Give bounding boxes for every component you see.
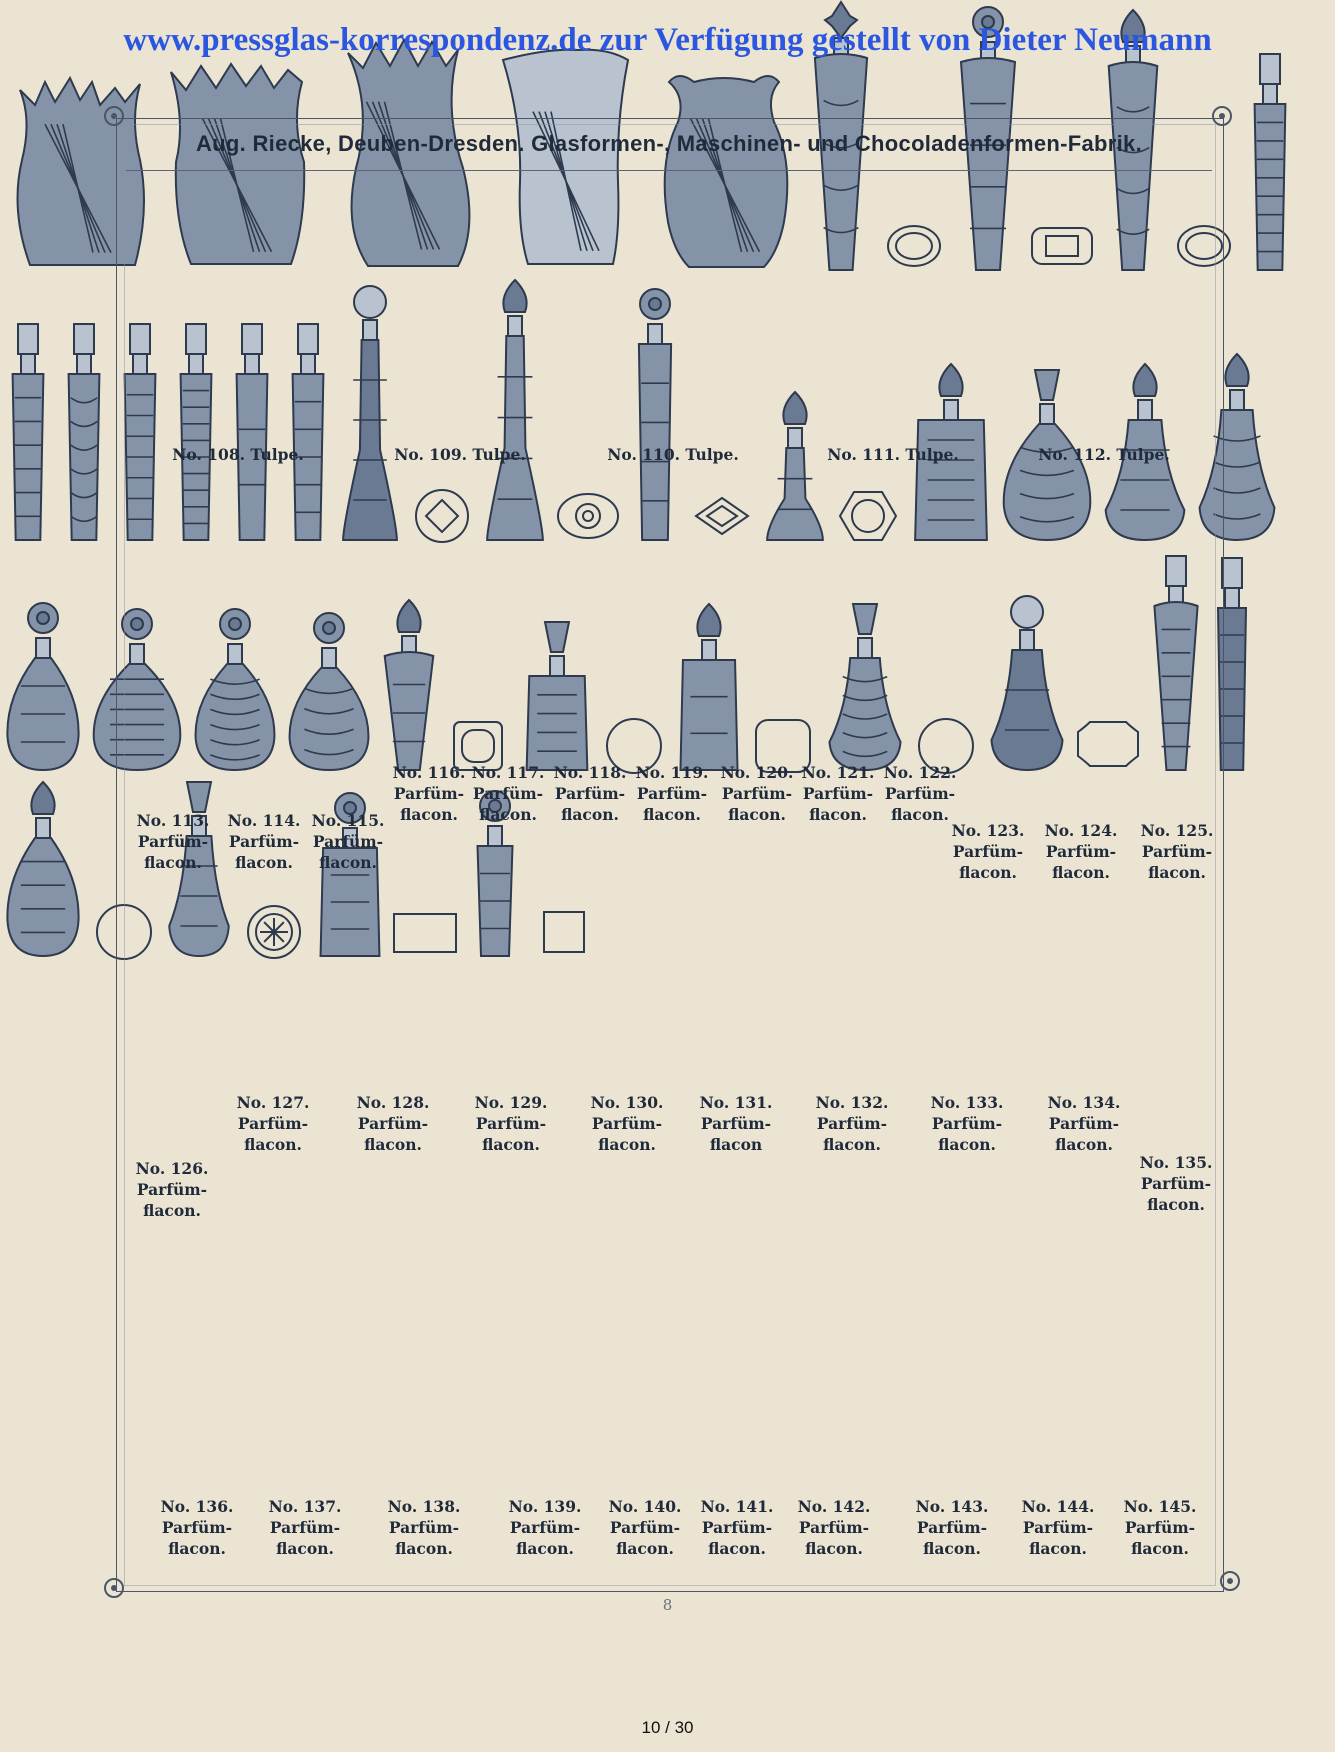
perfume-bottle-icon (1242, 46, 1298, 274)
caption-line: No. 124. (1044, 821, 1118, 840)
vase-caption (1014, 444, 1194, 465)
caption-line: flacon. (728, 805, 786, 824)
caption-line: Parfüm- (701, 1518, 773, 1537)
caption-line: Parfüm- (357, 1114, 429, 1133)
caption-line: flacon. (482, 1135, 540, 1154)
caption-line: No. 144. (1021, 1497, 1095, 1516)
caption-line: Parfüm- (591, 1114, 663, 1133)
caption-line: flacon. (643, 805, 701, 824)
caption-line: Parfüm- (1124, 1518, 1196, 1537)
caption-line: flacon. (823, 1135, 881, 1154)
caption-line: flacon. (1052, 863, 1110, 882)
caption-line: flacon. (1029, 1539, 1087, 1558)
caption-line: Parfüm- (228, 832, 300, 851)
caption-line: No. 115. (311, 811, 385, 830)
caption-line: No. 131. (699, 1093, 773, 1112)
caption-line: Parfüm- (237, 1114, 309, 1133)
caption-line: No. 129. (474, 1093, 548, 1112)
item-name: Tulpe. (250, 445, 304, 464)
caption-line: flacon. (235, 853, 293, 872)
caption-line: No. 142. (797, 1497, 871, 1516)
vase-caption (148, 444, 328, 465)
item-caption (1117, 820, 1237, 883)
vase-caption (370, 444, 550, 465)
perfume-bottle-icon (0, 780, 86, 960)
vase-caption (583, 444, 763, 465)
caption-line: No. 123. (951, 821, 1025, 840)
caption-line: No. 127. (236, 1093, 310, 1112)
caption-line: No. 145. (1123, 1497, 1197, 1516)
corner-ornament-icon (104, 106, 124, 126)
item-number: No. 108. (172, 445, 251, 464)
caption-line: Parfüm- (931, 1114, 1003, 1133)
caption-line: No. 143. (915, 1497, 989, 1516)
item-number: No. 109. (394, 445, 473, 464)
header-divider (126, 170, 1212, 171)
caption-line: Parfüm- (609, 1518, 681, 1537)
item-caption (907, 1092, 1027, 1155)
perfume-bottle-icon (56, 316, 112, 544)
source-banner[interactable]: www.pressglas-korrespondenz.de zur Verfügung gestellt von Dieter Neumann (123, 22, 1212, 58)
caption-line: Parfüm- (388, 1518, 460, 1537)
item-caption (137, 1496, 257, 1559)
caption-line: flacon. (598, 1135, 656, 1154)
item-caption (792, 1092, 912, 1155)
corner-ornament-icon (1212, 106, 1232, 126)
caption-line: flacon. (809, 805, 867, 824)
item-caption (1116, 1152, 1236, 1215)
item-caption (112, 1158, 232, 1221)
caption-line: flacon. (364, 1135, 422, 1154)
caption-line: Parfüm- (952, 842, 1024, 861)
caption-line: Parfüm- (137, 832, 209, 851)
caption-line: flacon. (616, 1539, 674, 1558)
corner-ornament-icon (1220, 1571, 1240, 1591)
caption-line: No. 134. (1047, 1093, 1121, 1112)
caption-line: Parfüm- (802, 784, 874, 803)
caption-line: Parfüm- (554, 784, 626, 803)
caption-line: No. 138. (387, 1497, 461, 1516)
caption-line: No. 122. (883, 763, 957, 782)
item-caption (1024, 1092, 1144, 1155)
caption-line: flacon. (1131, 1539, 1189, 1558)
caption-line: flacon. (319, 853, 377, 872)
item-caption (213, 1092, 333, 1155)
catalog-page-number: 8 (662, 1596, 673, 1614)
caption-line: Parfüm- (798, 1518, 870, 1537)
caption-line: Parfüm- (269, 1518, 341, 1537)
caption-line: flacon. (276, 1539, 334, 1558)
caption-line: No. 128. (356, 1093, 430, 1112)
caption-line: No. 136. (160, 1497, 234, 1516)
caption-line: Parfüm- (1141, 842, 1213, 861)
caption-line: flacon. (1148, 863, 1206, 882)
caption-line: Parfüm- (475, 1114, 547, 1133)
caption-line: No. 125. (1140, 821, 1214, 840)
caption-line: Parfüm- (884, 784, 956, 803)
item-caption (676, 1092, 796, 1155)
caption-line: flacon. (923, 1539, 981, 1558)
caption-line: Parfüm- (700, 1114, 772, 1133)
caption-line: Parfüm- (916, 1518, 988, 1537)
caption-line: flacon. (516, 1539, 574, 1558)
perfume-bottle-icon (0, 600, 86, 774)
caption-line: No. 119. (635, 763, 709, 782)
caption-line: flacon. (168, 1539, 226, 1558)
item-caption (245, 1496, 365, 1559)
item-caption (860, 762, 980, 825)
item-caption (364, 1496, 484, 1559)
caption-line: Parfüm- (509, 1518, 581, 1537)
caption-line: Parfüm- (472, 784, 544, 803)
item-name: Tulpe. (685, 445, 739, 464)
perfume-bottle-icon (0, 316, 56, 544)
item-name: Tulpe. (905, 445, 959, 464)
caption-line: flacon. (891, 805, 949, 824)
item-caption (333, 1092, 453, 1155)
caption-line: Parfüm- (636, 784, 708, 803)
caption-line: flacon. (959, 863, 1017, 882)
caption-line: flacon. (479, 805, 537, 824)
item-name: Tulpe. (472, 445, 526, 464)
caption-line: flacon. (400, 805, 458, 824)
corner-ornament-icon (104, 1578, 124, 1598)
caption-line: No. 139. (508, 1497, 582, 1516)
caption-line: Parfüm- (161, 1518, 233, 1537)
caption-line: No. 137. (268, 1497, 342, 1516)
pdf-page-indicator: 10 / 30 (641, 1718, 694, 1737)
item-caption (451, 1092, 571, 1155)
caption-line: flacon (709, 1135, 763, 1154)
caption-line: flacon. (143, 1201, 201, 1220)
item-number: No. 112. (1038, 445, 1117, 464)
caption-line: No. 132. (815, 1093, 889, 1112)
caption-line: flacon. (1147, 1195, 1205, 1214)
caption-line: No. 133. (930, 1093, 1004, 1112)
caption-line: No. 118. (553, 763, 627, 782)
caption-line: No. 141. (700, 1497, 774, 1516)
caption-line: No. 114. (227, 811, 301, 830)
caption-line: Parfüm- (1048, 1114, 1120, 1133)
item-caption (1100, 1496, 1220, 1559)
caption-line: flacon. (144, 853, 202, 872)
item-caption (892, 1496, 1012, 1559)
item-caption (567, 1092, 687, 1155)
caption-line: flacon. (1055, 1135, 1113, 1154)
caption-line: No. 140. (608, 1497, 682, 1516)
catalog-header: Aug. Riecke, Deuben-Dresden. Glasformen-, Maschinen- und Chocoladenformen-Fabrik. (195, 131, 1142, 156)
caption-line: Parfüm- (816, 1114, 888, 1133)
caption-line: flacon. (708, 1539, 766, 1558)
item-name: Tulpe. (1116, 445, 1170, 464)
caption-line: flacon. (244, 1135, 302, 1154)
item-number: No. 111. (827, 445, 906, 464)
caption-line: No. 120. (720, 763, 794, 782)
caption-line: Parfüm- (1045, 842, 1117, 861)
caption-line: Parfüm- (721, 784, 793, 803)
caption-line: No. 126. (135, 1159, 209, 1178)
vase-caption (803, 444, 983, 465)
caption-line: No. 121. (801, 763, 875, 782)
item-caption (774, 1496, 894, 1559)
caption-line: flacon. (395, 1539, 453, 1558)
caption-line: flacon. (561, 805, 619, 824)
caption-line: Parfüm- (1140, 1174, 1212, 1193)
caption-line: flacon. (938, 1135, 996, 1154)
caption-line: No. 135. (1139, 1153, 1213, 1172)
caption-line: Parfüm- (136, 1180, 208, 1199)
caption-line: Parfüm- (312, 832, 384, 851)
item-number: No. 110. (607, 445, 686, 464)
caption-line: Parfüm- (393, 784, 465, 803)
caption-line: No. 113. (136, 811, 210, 830)
caption-line: No. 116. (392, 763, 466, 782)
caption-line: flacon. (805, 1539, 863, 1558)
caption-line: Parfüm- (1022, 1518, 1094, 1537)
caption-line: No. 117. (471, 763, 545, 782)
caption-line: No. 130. (590, 1093, 664, 1112)
